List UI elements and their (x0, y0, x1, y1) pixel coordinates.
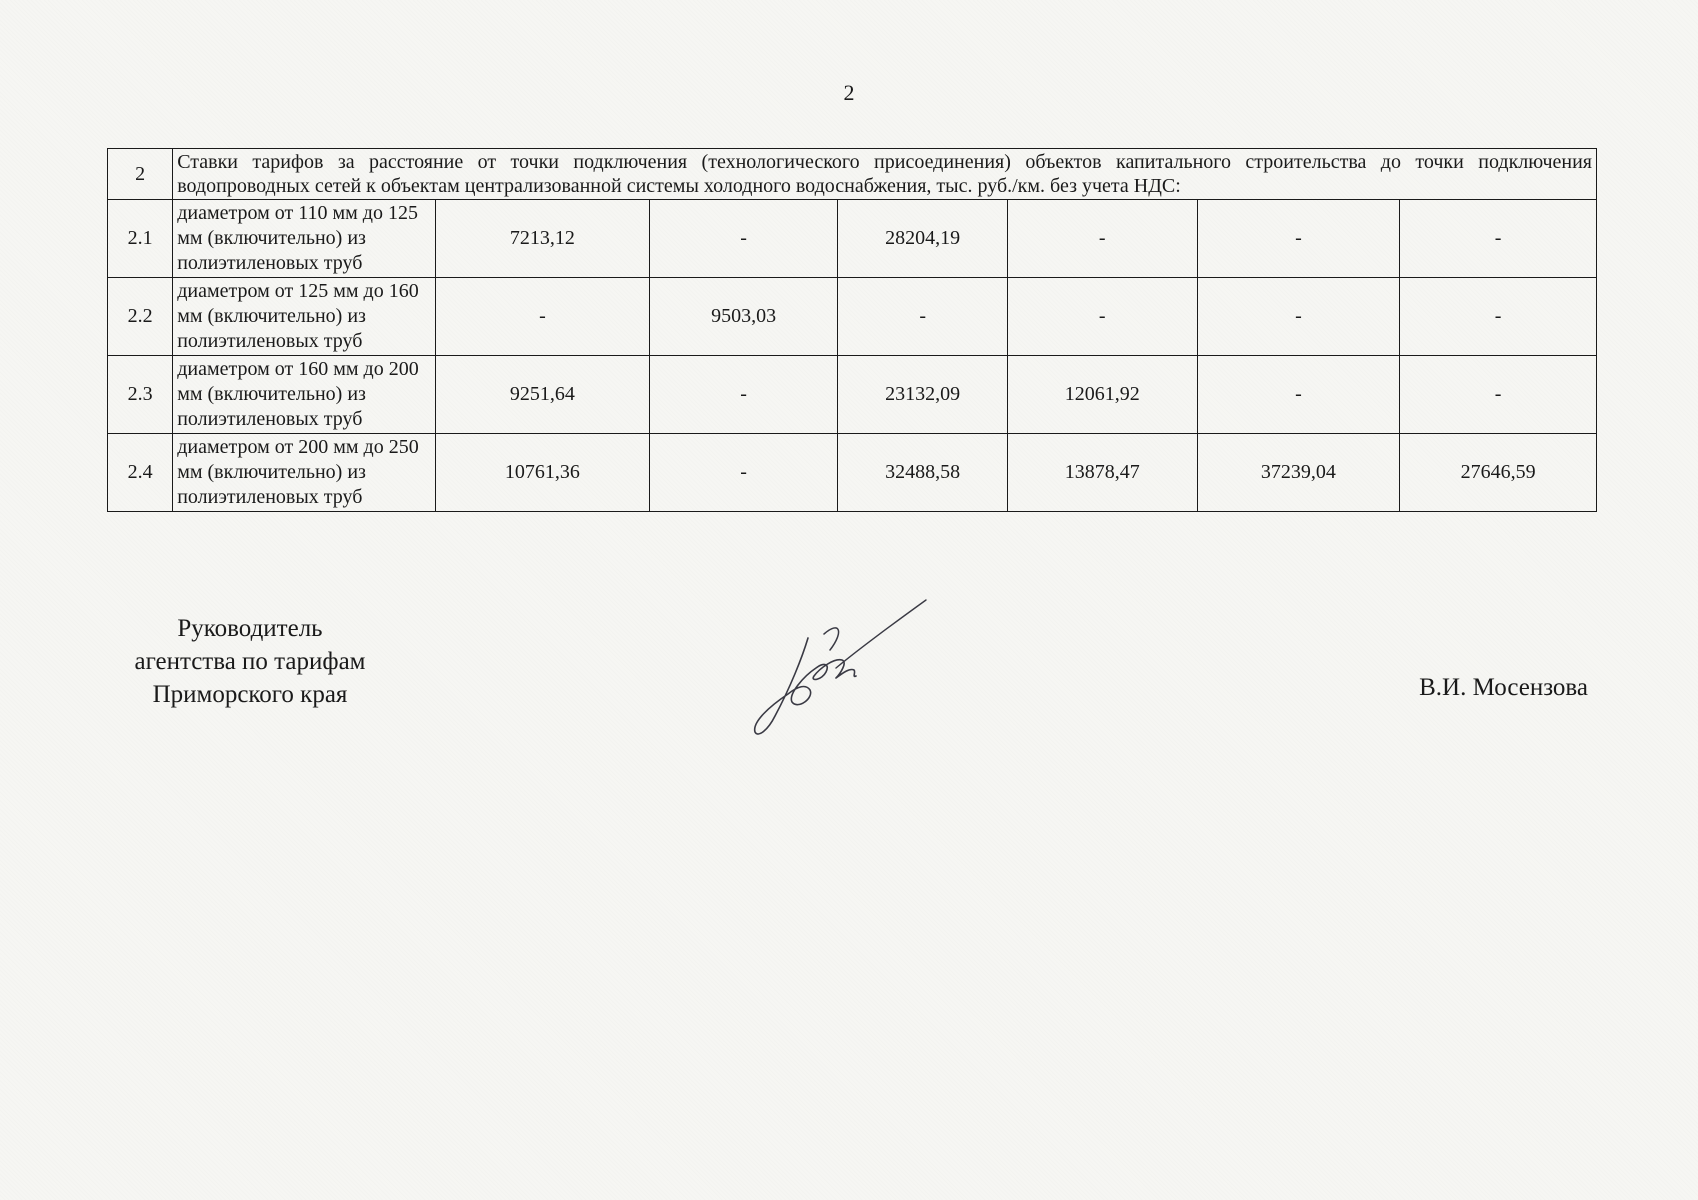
signatory-title-line: Руководитель (177, 615, 323, 642)
table-cell: 37239,04 (1197, 434, 1400, 512)
table-cell: 23132,09 (838, 356, 1008, 434)
table-cell: - (838, 278, 1008, 356)
row-description: диаметром от 160 мм до 200 мм (включительно) из полиэтиленовых труб (173, 356, 436, 434)
handwritten-signature (740, 598, 940, 748)
table-cell: - (1400, 200, 1597, 278)
table-cell: 10761,36 (436, 434, 650, 512)
table-cell: - (649, 434, 838, 512)
row-number: 2.3 (108, 356, 173, 434)
row-description: диаметром от 200 мм до 250 мм (включительно) из полиэтиленовых труб (173, 434, 436, 512)
row-number: 2.1 (108, 200, 173, 278)
signatory-title-line: агентства по тарифам (134, 648, 366, 675)
table-section-heading-row (108, 149, 1597, 200)
table-cell: 9251,64 (436, 356, 650, 434)
table-cell: - (649, 200, 838, 278)
table-cell: - (1197, 278, 1400, 356)
table-row (108, 356, 1597, 434)
table-cell: - (1400, 356, 1597, 434)
table-cell: - (1400, 278, 1597, 356)
table-cell: 28204,19 (838, 200, 1008, 278)
table-cell: - (1197, 356, 1400, 434)
row-description: диаметром от 125 мм до 160 мм (включительно) из полиэтиленовых труб (173, 278, 436, 356)
table-cell: - (1197, 200, 1400, 278)
table-cell: - (649, 356, 838, 434)
row-number: 2.4 (108, 434, 173, 512)
row-description: диаметром от 110 мм до 125 мм (включительно) из полиэтиленовых труб (173, 200, 436, 278)
tariff-table (107, 148, 1597, 512)
table-row (108, 278, 1597, 356)
signer-name: В.И. Мосензова (1419, 674, 1588, 701)
table-row (108, 200, 1597, 278)
page-number: 2 (843, 80, 855, 105)
row-number: 2.2 (108, 278, 173, 356)
table-cell: - (436, 278, 650, 356)
table-row (108, 434, 1597, 512)
section-title: Ставки тарифов за расстояние от точки подключения (технологического присоединения) объектов капитального строительства до точки подключения водопроводных сетей к объектам централизованной системы холодного водоснабжения, тыс. руб./км. без учета НДС: (173, 149, 1597, 200)
table-cell: 7213,12 (436, 200, 650, 278)
table-cell: 13878,47 (1007, 434, 1197, 512)
signatory-title (100, 612, 400, 711)
table-cell: 27646,59 (1400, 434, 1597, 512)
table-cell: 32488,58 (838, 434, 1008, 512)
table-cell: - (1007, 278, 1197, 356)
table-cell: 9503,03 (649, 278, 838, 356)
table-cell: 12061,92 (1007, 356, 1197, 434)
signatory-title-line: Приморского края (152, 681, 348, 708)
table-cell: - (1007, 200, 1197, 278)
section-number: 2 (108, 149, 173, 200)
